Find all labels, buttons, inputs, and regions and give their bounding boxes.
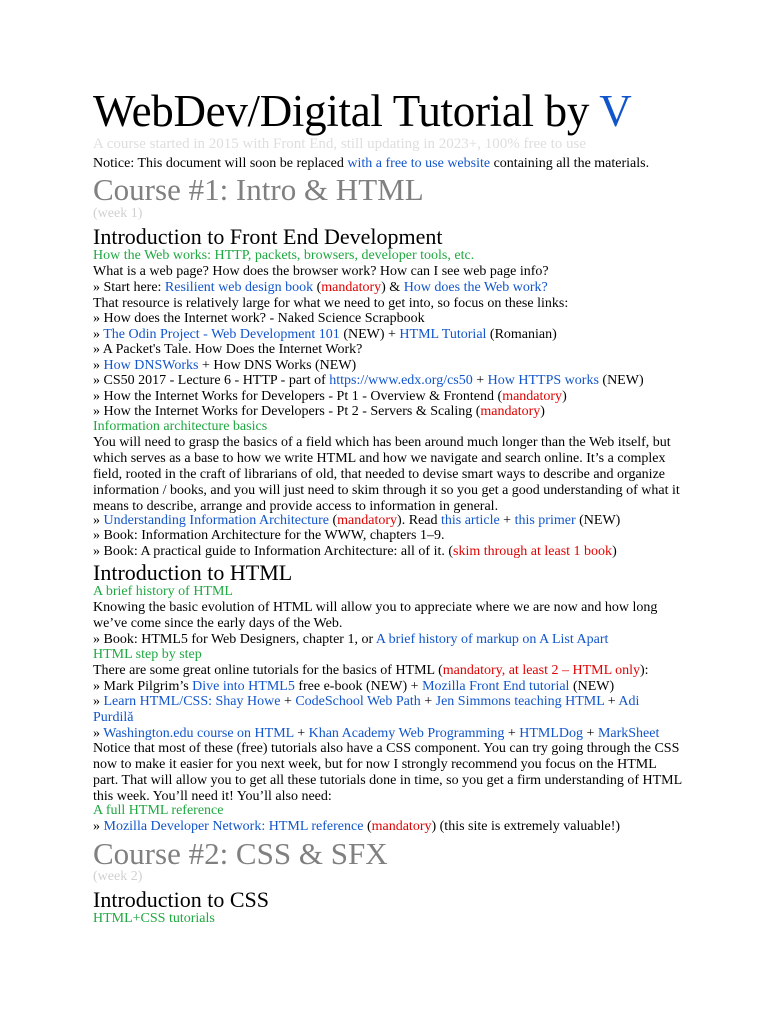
shay-howe-link[interactable]: Learn HTML/CSS: Shay Howe (103, 694, 281, 709)
jen-simmons-link[interactable]: Jen Simmons teaching HTML (435, 694, 605, 709)
list-item: » The Odin Project - Web Development 101 (NEW) + HTML Tutorial (Romanian) (93, 327, 557, 342)
mandatory-label: mandatory, at least 2 – HTML only (442, 663, 641, 678)
brief-history-markup-link[interactable]: A brief history of markup on A List Apart (375, 632, 609, 647)
tutorials-intro-line: There are some great online tutorials for the basics of HTML (mandatory, at least 2 – HTML only): (93, 663, 649, 678)
khan-academy-link[interactable]: Khan Academy Web Programming (308, 726, 505, 741)
this-primer-link[interactable]: this primer (514, 513, 576, 528)
list-item: » How does the Internet work? - Naked Science Scrapbook (93, 311, 425, 326)
skim-note: skim through at least 1 book (453, 544, 613, 559)
list-item-continuation (93, 710, 133, 726)
start-here-line: » Start here: Resilient web design book (mandatory) & How does the Web work? (93, 280, 548, 295)
adi-purdila-link[interactable]: Adi (618, 694, 640, 709)
list-item: » Washington.edu course on HTML + Khan Academy Web Programming + HTMLDog + MarkSheet (93, 726, 660, 741)
info-architecture-subheading: Information architecture basics (93, 419, 268, 434)
list-item: » How DNSWorks + How DNS Works (NEW) (93, 358, 357, 373)
mandatory-label: mandatory (502, 389, 563, 404)
list-item: » Book: HTML5 for Web Designers, chapter 1, or A brief history of markup on A List Apart (93, 632, 609, 647)
how-web-works-subheading: How the Web works: HTTP, packets, browsers, developer tools, etc. (93, 248, 475, 263)
course-2-week: (week 2) (93, 869, 143, 884)
edx-cs50-link[interactable]: https://www.edx.org/cs50 (329, 373, 473, 388)
intro-css-heading: Introduction to CSS (93, 887, 270, 912)
adi-purdila-link-cont[interactable]: Purdilă (93, 710, 134, 725)
list-item: » Understanding Information Architecture (mandatory). Read this article + this primer (NEW) (93, 513, 621, 528)
css-notice-paragraph: Notice that most of these (free) tutorials also have a CSS component. You can try going through the CSS now to make it easier for you next week, but for now I strongly recommend you focus on the HTML part. That will allow you to get all these tutorials done in time, so you get a firm understanding of HTML this week. You’ll need it! You’ll also need: (93, 741, 682, 804)
codeschool-link[interactable]: CodeSchool Web Path (295, 694, 421, 709)
list-item: » Learn HTML/CSS: Shay Howe + CodeSchool Web Path + Jen Simmons teaching HTML + Adi (93, 694, 640, 709)
resilient-web-design-link[interactable]: Resilient web design book (164, 280, 314, 295)
course-1-heading: Course #1: Intro & HTML (93, 172, 424, 207)
html-history-paragraph: Knowing the basic evolution of HTML will allow you to appreciate where we are now and how long we’ve come since the early days of the Web. (93, 600, 658, 631)
resource-note: That resource is relatively large for what we need to get into, so focus on these links: (93, 296, 569, 311)
html-history-subheading: A brief history of HTML (93, 584, 233, 599)
website-link[interactable]: with a free to use website (347, 156, 491, 171)
washington-edu-link[interactable]: Washington.edu course on HTML (103, 726, 294, 741)
html-css-tutorials-subheading: HTML+CSS tutorials (93, 911, 215, 926)
how-web-works-link[interactable]: How does the Web work? (403, 280, 548, 295)
mandatory-label: mandatory (480, 404, 541, 419)
mozilla-front-end-link[interactable]: Mozilla Front End tutorial (422, 679, 570, 694)
mandatory-label: mandatory (371, 819, 432, 834)
list-item: » Book: A practical guide to Information Architecture: all of it. (skim through at least 1 book) (93, 544, 617, 559)
mandatory-label: mandatory (321, 280, 382, 295)
odin-project-link[interactable]: The Odin Project - Web Development 101 (103, 327, 340, 342)
how-https-works-link[interactable]: How HTTPS works (487, 373, 599, 388)
course-2-heading: Course #2: CSS & SFX (93, 836, 388, 871)
info-architecture-paragraph: You will need to grasp the basics of a field which has been around much longer than the Web itself, but which serves as a base to how we write HTML and how we navigate and search online. It’s a complex field, rooted in the craft of librarians of old, that needed to devise smart ways to describe and organize information / books, and you will just need to skim through it so you get a good understanding of what it means to describe, arrange and provide access to information in general. (93, 435, 680, 514)
how-dns-works-link[interactable]: How DNSWorks (103, 358, 199, 373)
html-tutorial-link[interactable]: HTML Tutorial (399, 327, 487, 342)
notice-line: Notice: This document will soon be replaced with a free to use website containing all the materials. (93, 156, 650, 171)
web-page-question: What is a web page? How does the browser work? How can I see web page info? (93, 264, 549, 279)
mdn-html-reference-link[interactable]: Mozilla Developer Network: HTML reference (103, 819, 364, 834)
list-item: » A Packet's Tale. How Does the Internet Work? (93, 342, 363, 357)
marksheet-link[interactable]: MarkSheet (597, 726, 660, 741)
list-item: » CS50 2017 - Lecture 6 - HTTP - part of https://www.edx.org/cs50 + How HTTPS works (NEW) (93, 373, 644, 388)
list-item: » Book: Information Architecture for the WWW, chapters 1–9. (93, 528, 445, 543)
title-author-initial: V (599, 86, 632, 136)
htmldog-link[interactable]: HTMLDog (519, 726, 584, 741)
list-item: » How the Internet Works for Developers - Pt 2 - Servers & Scaling (mandatory) (93, 404, 545, 419)
intro-front-end-heading: Introduction to Front End Development (93, 224, 443, 249)
html-reference-subheading: A full HTML reference (93, 803, 224, 818)
mandatory-label: mandatory (337, 513, 398, 528)
understanding-ia-link[interactable]: Understanding Information Architecture (103, 513, 329, 528)
this-article-link[interactable]: this article (440, 513, 500, 528)
course-1-week: (week 1) (93, 206, 143, 221)
document-subtitle: A course started in 2015 with Front End, still updating in 2023+, 100% free to use (93, 136, 586, 152)
dive-into-html5-link[interactable]: Dive into HTML5 (192, 679, 295, 694)
document-title: WebDev/Digital Tutorial by V (93, 86, 632, 136)
html-step-by-step-subheading: HTML step by step (93, 647, 202, 662)
list-item: » How the Internet Works for Developers - Pt 1 - Overview & Frontend (mandatory) (93, 389, 567, 404)
intro-html-heading: Introduction to HTML (93, 560, 293, 585)
list-item: » Mark Pilgrim’s Dive into HTML5 free e-book (NEW) + Mozilla Front End tutorial (NEW) (93, 679, 615, 694)
list-item: » Mozilla Developer Network: HTML reference (mandatory) (this site is extremely valuable!) (93, 819, 621, 834)
